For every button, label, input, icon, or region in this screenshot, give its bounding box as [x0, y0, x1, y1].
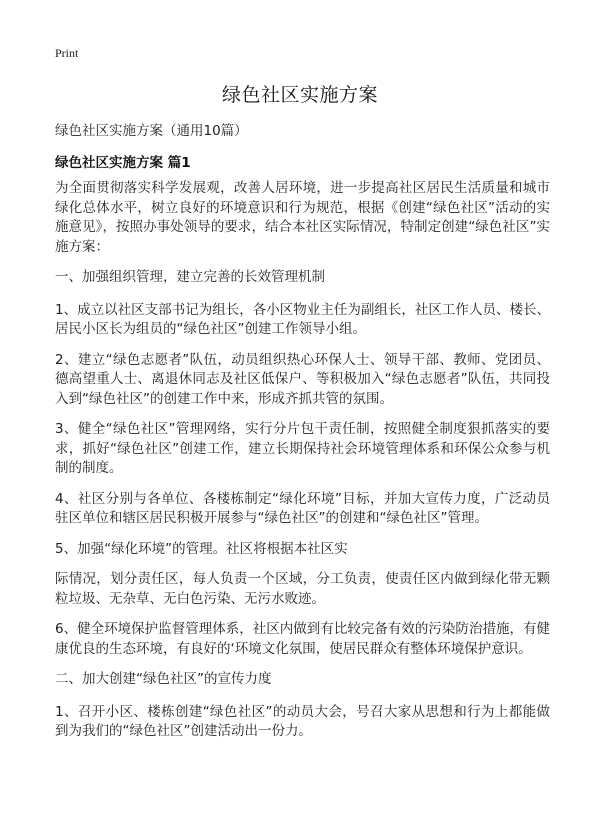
list-item-2-1: 1、召开小区、楼栋创建“绿色社区”的动员大会，号召大家从思想和行为上都能做到为我们的“绿色社区”创建活动出一份力。: [55, 703, 550, 739]
list-item-4: 4、社区分别与各单位、各楼栋制定“绿化环境”目标，并加大宣传力度，广泛动员驻区单位和辖区居民积极开展参与“绿色社区”的创建和“绿色社区”管理。: [55, 490, 550, 526]
list-item-5-continued: 际情况，划分责任区，每人负责一个区域，分工负责，使责任区内做到绿化带无颗粒垃圾、无杂草、无白色污染、无污水败迹。: [55, 571, 550, 607]
subsection-heading-2: 二、加大创建“绿色社区”的宣传力度: [55, 671, 272, 687]
list-item-5: 5、加强“绿化环境”的管理。社区将根据本社区实: [55, 540, 348, 557]
document-body: [55, 179, 550, 753]
intro-paragraph: 为全面贯彻落实科学发展观，改善人居环境，进一步提高社区居民生活质量和城市绿化总体水平，树立良好的环境意识和行为规范，根据《创建“绿色社区”活动的实施意见》，按照办事处领导的要求，结合本社区实际情况，特制定创建“绿色社区”实施方案：: [55, 180, 550, 255]
document-title: 绿色社区实施方案: [221, 84, 378, 106]
list-item-2: 2、建立“绿色志愿者”队伍，动员组织热心环保人士、领导干部、教师、党团员、德高望重人士、离退休同志及社区低保户、等积极加入“绿色志愿者”队伍，共同投入到“绿色社区”的创建工作中来，形成齐抓共管的氛围。: [55, 351, 550, 407]
document-subtitle: 绿色社区实施方案（通用10篇）: [55, 123, 248, 139]
list-item-6: 6、健全环境保护监督管理体系，社区内做到有比较完备有效的污染防治措施，有健康优良的生态环境，有良好的‘环境文化氛围，使居民群众有整体环境保护意识。: [55, 621, 550, 657]
list-item-3: 3、健全“绿色社区”管理网络，实行分片包干责任制，按照健全制度狠抓落实的要求，抓好“绿色社区”创建工作，建立长期保持社会环境管理体系和环保公众参与机制的制度。: [55, 421, 550, 476]
list-item-1: 1、成立以社区支部书记为组长，各小区物业主任为副组长，社区工作人员、楼长、居民小区长为组员的“绿色社区”创建工作领导小组。: [55, 301, 550, 337]
subsection-heading-1: 一、加强组织管理，建立完善的长效管理机制: [55, 269, 325, 285]
section-heading: 绿色社区实施方案 篇1: [55, 155, 191, 171]
print-label: Print: [55, 46, 79, 60]
